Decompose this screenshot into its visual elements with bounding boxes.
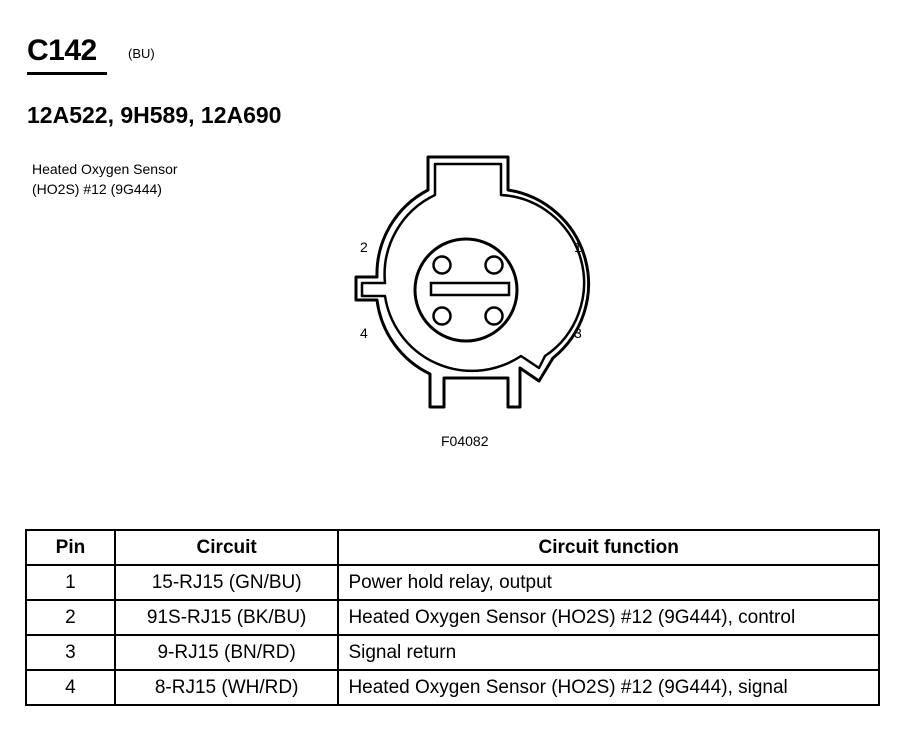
pin-cavity-2	[434, 257, 451, 274]
column-header-pin: Pin	[26, 530, 115, 565]
cell-function: Power hold relay, output	[338, 565, 879, 600]
cell-circuit: 8-RJ15 (WH/RD)	[115, 670, 339, 705]
component-name-line1: Heated Oxygen Sensor	[32, 161, 178, 177]
table-row	[26, 565, 879, 600]
pin-label-3: 3	[574, 325, 582, 341]
table-row	[26, 670, 879, 705]
cell-function: Heated Oxygen Sensor (HO2S) #12 (9G444), signal	[338, 670, 879, 705]
connector-color: (BU)	[128, 46, 155, 61]
cell-pin: 3	[26, 635, 115, 670]
column-header-circuit: Circuit	[115, 530, 339, 565]
pin-cavity-1	[486, 257, 503, 274]
pin-cavity-3	[486, 308, 503, 325]
table-header-row	[26, 530, 879, 565]
cell-circuit: 91S-RJ15 (BK/BU)	[115, 600, 339, 635]
cell-pin: 2	[26, 600, 115, 635]
figure-id: F04082	[441, 433, 489, 449]
cell-circuit: 9-RJ15 (BN/RD)	[115, 635, 339, 670]
pin-cavity-4	[434, 308, 451, 325]
cell-function: Signal return	[338, 635, 879, 670]
cell-function: Heated Oxygen Sensor (HO2S) #12 (9G444), control	[338, 600, 879, 635]
cell-circuit: 15-RJ15 (GN/BU)	[115, 565, 339, 600]
connector-id-underline	[27, 72, 107, 75]
component-name	[32, 159, 178, 199]
column-header-circuit-function: Circuit function	[338, 530, 879, 565]
table-row	[26, 635, 879, 670]
center-key-bar	[431, 283, 509, 295]
pin-label-4: 4	[360, 325, 368, 341]
part-numbers: 12A522, 9H589, 12A690	[27, 102, 282, 128]
table-row	[26, 600, 879, 635]
connector-face-diagram	[340, 140, 600, 420]
pin-label-2: 2	[360, 239, 368, 255]
connector-id: C142	[27, 34, 97, 67]
cell-pin: 1	[26, 565, 115, 600]
cell-pin: 4	[26, 670, 115, 705]
component-name-line2: (HO2S) #12 (9G444)	[32, 181, 162, 197]
pinout-table	[25, 529, 880, 706]
pin-label-1: 1	[574, 239, 582, 255]
